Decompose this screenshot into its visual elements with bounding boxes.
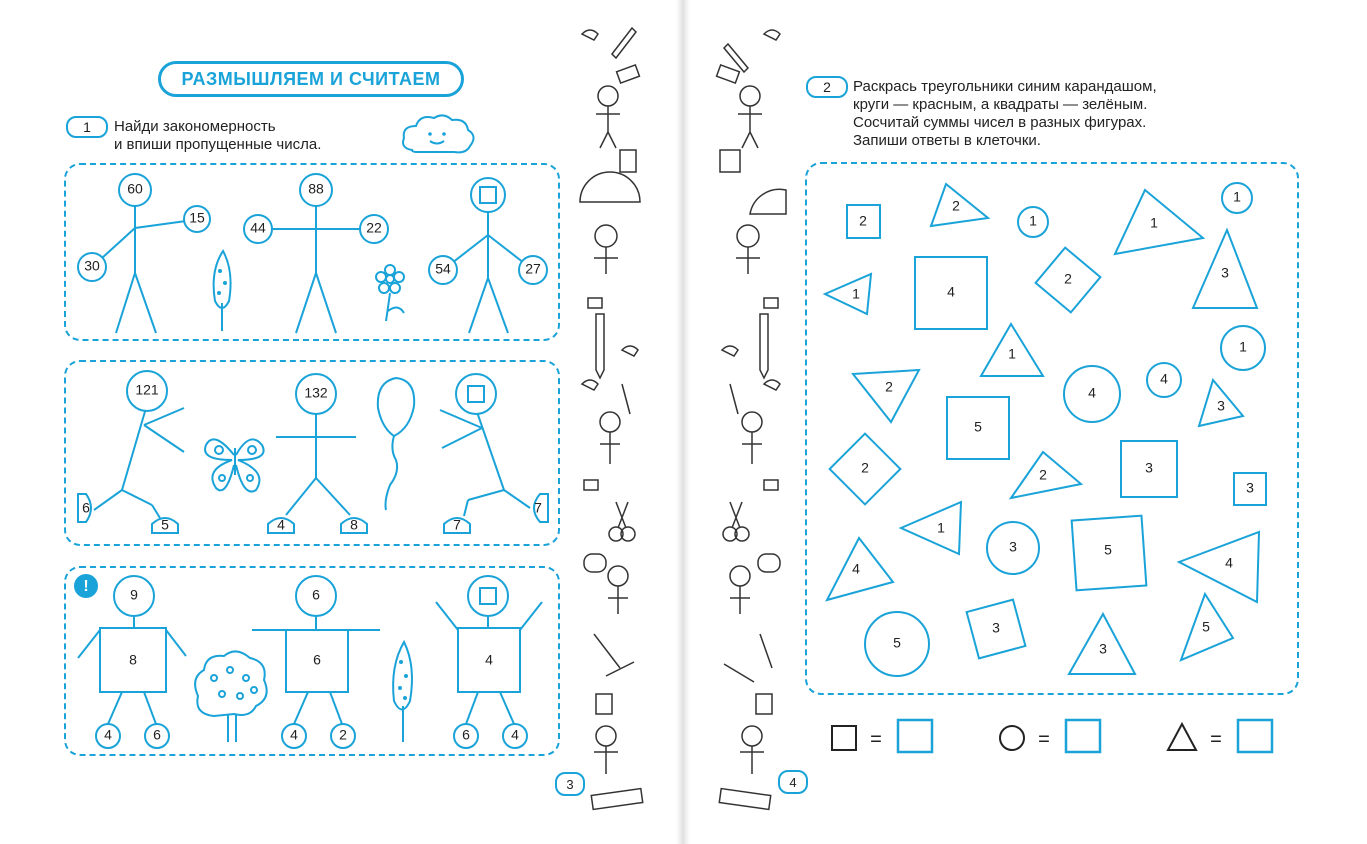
shape-number: 2 xyxy=(861,459,869,476)
shape-number: 1 xyxy=(1150,214,1158,231)
doodle-column-left xyxy=(572,14,652,834)
number-label: 4 xyxy=(290,726,298,743)
shape-number: 1 xyxy=(1233,188,1241,205)
triangle-shape xyxy=(827,538,893,600)
triangle-answer-box[interactable] xyxy=(1238,720,1272,752)
number-label: 22 xyxy=(366,219,382,236)
task-1-text: Найди закономерность и впиши пропущенные числа. xyxy=(114,118,322,153)
box-figure-3 xyxy=(436,576,542,748)
task-1-number: 1 xyxy=(66,116,108,138)
stick-figure-3 xyxy=(429,178,547,333)
stick-figure-2 xyxy=(244,174,388,333)
number-label: 4 xyxy=(104,726,112,743)
number-label: 8 xyxy=(129,651,137,668)
stick-figure-1 xyxy=(78,174,210,333)
butterfly-icon xyxy=(205,439,264,491)
number-circle xyxy=(471,178,505,212)
shape-number: 2 xyxy=(859,212,867,229)
shapes-field xyxy=(805,162,1299,695)
number-label: 121 xyxy=(135,381,159,398)
circle-answer-box[interactable] xyxy=(1066,720,1100,752)
triangle-shape xyxy=(825,274,871,314)
number-label: 30 xyxy=(84,257,100,274)
shape-number: 3 xyxy=(1246,479,1254,496)
shape-number: 4 xyxy=(1088,384,1096,401)
number-circle xyxy=(456,374,496,414)
shape-number: 3 xyxy=(1099,640,1107,657)
number-label: 6 xyxy=(313,651,321,668)
shape-number: 1 xyxy=(1239,338,1247,355)
shape-number: 2 xyxy=(1039,466,1047,483)
shape-number: 2 xyxy=(885,378,893,395)
shape-number: 5 xyxy=(1202,618,1210,635)
shape-number: 4 xyxy=(1225,554,1233,571)
number-label: 7 xyxy=(534,499,542,516)
equals-sign: = xyxy=(1038,728,1050,751)
shape-number: 1 xyxy=(1008,345,1016,362)
leaf-drawing xyxy=(214,251,231,331)
number-label: 54 xyxy=(435,260,451,277)
shape-number: 1 xyxy=(1029,212,1037,229)
box-figure-2 xyxy=(252,576,380,748)
shape-number: 4 xyxy=(1160,370,1168,387)
page-number-left: 3 xyxy=(555,772,585,796)
shape-number: 4 xyxy=(852,560,860,577)
shape-number: 1 xyxy=(937,519,945,536)
shape-number: 5 xyxy=(893,634,901,651)
equals-sign: = xyxy=(870,728,882,751)
flower-icon xyxy=(376,265,404,321)
shape-number: 1 xyxy=(852,285,860,302)
number-label: 88 xyxy=(308,180,324,197)
square-answer-box[interactable] xyxy=(898,720,932,752)
equals-sign: = xyxy=(1210,728,1222,751)
shape-number: 3 xyxy=(1145,459,1153,476)
number-label: 6 xyxy=(153,726,161,743)
number-label: 132 xyxy=(304,384,328,401)
number-label: 15 xyxy=(189,209,205,226)
shape-number: 2 xyxy=(952,197,960,214)
number-label: 27 xyxy=(525,260,541,277)
cloud-icon xyxy=(400,112,480,158)
number-label: 5 xyxy=(161,516,169,533)
number-label: 7 xyxy=(453,516,461,533)
doodle-column-right xyxy=(714,14,794,834)
running-figure-1 xyxy=(78,371,184,533)
stick-figure-4 xyxy=(268,374,367,533)
hint-label: ! xyxy=(83,578,89,596)
number-label: 4 xyxy=(485,651,493,668)
triangle-shape xyxy=(1179,532,1259,602)
number-label: 8 xyxy=(350,516,358,533)
shape-number: 3 xyxy=(1221,264,1229,281)
book-spine xyxy=(676,0,690,844)
number-label: 4 xyxy=(277,516,285,533)
number-label: 9 xyxy=(130,586,138,603)
shape-number: 2 xyxy=(1064,270,1072,287)
shape-number: 5 xyxy=(1104,541,1112,558)
task-2-text: Раскрась треугольники синим карандашом, круги — красным, а квадраты — зелёным. Сосчитай суммы чисел в разных фигурах. Запиши ответы в клеточки. xyxy=(853,78,1157,149)
shape-number: 3 xyxy=(1217,397,1225,414)
triangle-symbol-icon xyxy=(1168,724,1196,750)
number-label: 4 xyxy=(511,726,519,743)
number-label: 6 xyxy=(82,499,90,516)
shape-number: 3 xyxy=(1009,538,1017,555)
triangle-shape xyxy=(901,502,961,554)
answer-row xyxy=(826,716,1280,756)
tree-icon xyxy=(195,651,267,742)
number-label: 2 xyxy=(339,726,347,743)
triangle-shape xyxy=(1115,190,1203,254)
puzzle-row-2 xyxy=(64,360,560,546)
circle-symbol-icon xyxy=(1000,726,1024,750)
number-label: 60 xyxy=(127,180,143,197)
shape-number: 4 xyxy=(947,283,955,300)
page-number-right: 4 xyxy=(778,770,808,794)
running-figure-2 xyxy=(440,374,548,533)
shape-number: 3 xyxy=(992,619,1000,636)
number-label: 6 xyxy=(462,726,470,743)
box-figure-1 xyxy=(78,576,186,748)
square-symbol-icon xyxy=(832,726,856,750)
task-2-number: 2 xyxy=(806,76,848,98)
number-label: 44 xyxy=(250,219,266,236)
puzzle-row-3 xyxy=(64,566,560,756)
balloon-drawing xyxy=(378,378,414,510)
number-circle xyxy=(468,576,508,616)
page-title: РАЗМЫШЛЯЕМ И СЧИТАЕМ xyxy=(158,61,464,97)
puzzle-row-1 xyxy=(64,163,560,341)
number-label: 6 xyxy=(312,586,320,603)
leaf-drawing xyxy=(393,642,412,742)
shape-number: 5 xyxy=(974,418,982,435)
